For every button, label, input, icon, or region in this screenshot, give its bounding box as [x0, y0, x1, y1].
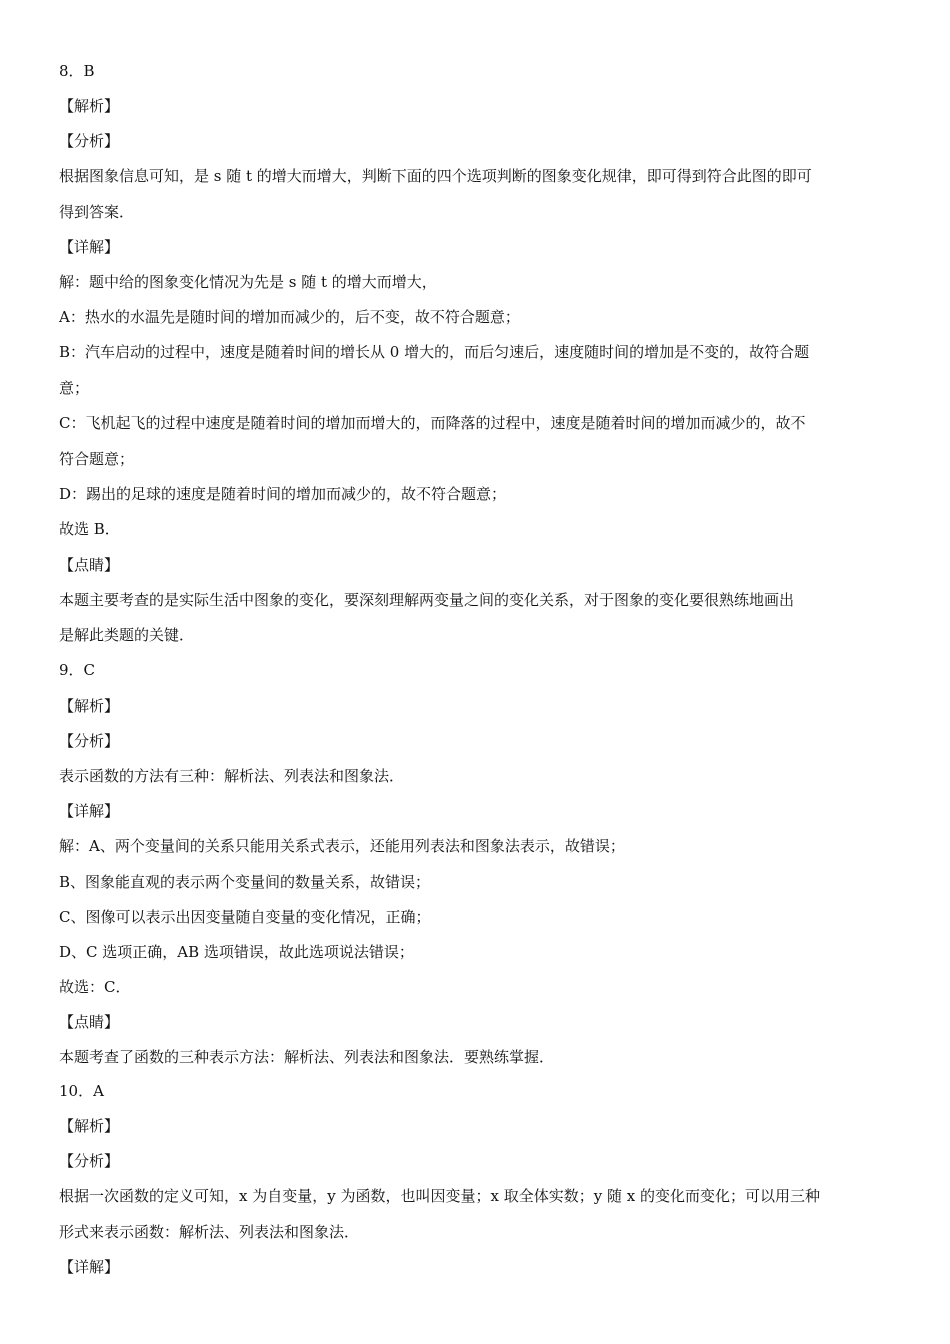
paragraph-line: C：飞机起飞的过程中速度是随着时间的增加而增大的，而降落的过程中，速度是随着时间的增加而减少的，故不 — [59, 414, 806, 432]
section-heading: 【详解】 — [59, 238, 120, 256]
section-heading: 【详解】 — [59, 802, 120, 820]
paragraph-line: 解：A、两个变量间的关系只能用关系式表示，还能用列表法和图象法表示，故错误； — [59, 837, 625, 855]
paragraph-line: 符合题意； — [59, 450, 135, 468]
section-heading: 【解析】 — [59, 1117, 120, 1135]
paragraph-line: 解：题中给的图象变化情况为先是 s 随 t 的增大而增大， — [59, 273, 437, 291]
paragraph-line: 是解此类题的关键． — [59, 626, 195, 644]
section-heading: 【解析】 — [59, 97, 120, 115]
section-heading: 【详解】 — [59, 1258, 120, 1276]
paragraph-line: C、图像可以表示出因变量随自变量的变化情况，正确； — [59, 908, 431, 926]
paragraph-line: 意； — [59, 379, 90, 397]
paragraph-line: 本题考查了函数的三种表示方法：解析法、列表法和图象法．要熟练掌握． — [59, 1048, 555, 1066]
section-heading: 【分析】 — [59, 732, 120, 750]
section-heading: 【分析】 — [59, 132, 120, 150]
paragraph-line: 得到答案． — [59, 203, 135, 221]
paragraph-line: 故选：C． — [59, 978, 131, 996]
section-heading: 【点睛】 — [59, 1013, 120, 1031]
paragraph-line: B、图象能直观的表示两个变量间的数量关系，故错误； — [59, 873, 431, 891]
paragraph-line: D、C 选项正确，AB 选项错误，故此选项说法错误； — [59, 943, 414, 961]
paragraph-line: 表示函数的方法有三种：解析法、列表法和图象法． — [59, 767, 405, 785]
answer-number: 8．B — [59, 62, 95, 80]
section-heading: 【分析】 — [59, 1152, 120, 1170]
paragraph-line: 形式来表示函数：解析法、列表法和图象法． — [59, 1223, 360, 1241]
paragraph-line: 故选 B． — [59, 520, 120, 538]
paragraph-line: B：汽车启动的过程中，速度是随着时间的增长从 0 增大的，而后匀速后，速度随时间的增加是不变的，故符合题 — [59, 343, 810, 361]
answer-number: 9．C — [59, 661, 96, 679]
answer-number: 10．A — [59, 1082, 104, 1100]
paragraph-line: 根据图象信息可知，是 s 随 t 的增大而增大，判断下面的四个选项判断的图象变化规律，即可得到符合此图的即可 — [59, 167, 812, 185]
section-heading: 【点睛】 — [59, 556, 120, 574]
section-heading: 【解析】 — [59, 697, 120, 715]
paragraph-line: 本题主要考查的是实际生活中图象的变化，要深刻理解两变量之间的变化关系，对于图象的变化要很熟练地画出 — [59, 591, 795, 609]
paragraph-line: A：热水的水温先是随时间的增加而减少的，后不变，故不符合题意； — [59, 308, 520, 326]
paragraph-line: 根据一次函数的定义可知，x 为自变量，y 为函数，也叫因变量；x 取全体实数；y 随 x 的变化而变化；可以用三种 — [59, 1187, 820, 1205]
paragraph-line: D：踢出的足球的速度是随着时间的增加而减少的，故不符合题意； — [59, 485, 507, 503]
